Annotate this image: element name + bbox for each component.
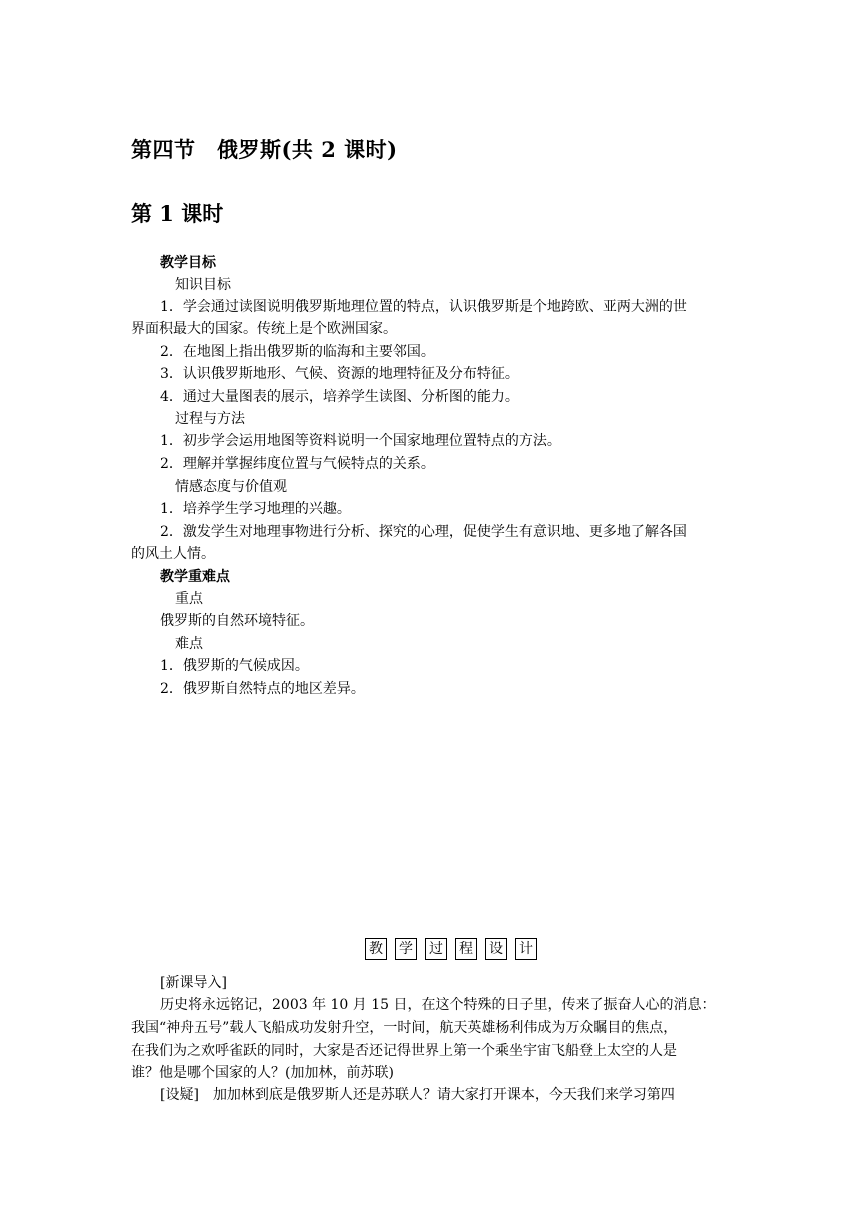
banner-char: 学 <box>395 938 417 960</box>
intro-line-3: 在我们为之欢呼雀跃的同时，大家是否还记得世界上第一个乘坐宇宙飞船登上太空的人是 <box>131 1043 677 1059</box>
knowledge-item-1-line-2: 界面积最大的国家。传统上是个欧洲国家。 <box>131 321 397 337</box>
page-title: 第四节 俄罗斯(共 2 课时) <box>131 137 398 162</box>
keypoints-heading: 教学重难点 <box>160 569 230 585</box>
intro-line-4: 谁？他是哪个国家的人？(加加林，前苏联) <box>131 1065 394 1081</box>
banner-char: 过 <box>425 938 447 960</box>
goals-heading: 教学目标 <box>160 255 216 271</box>
intro-heading: [新课导入] <box>160 975 227 991</box>
banner-char: 程 <box>455 938 477 960</box>
knowledge-item-1-line-1: 1．学会通过读图说明俄罗斯地理位置的特点，认识俄罗斯是个地跨欧、亚两大洲的世 <box>160 299 687 315</box>
difficult-item-2: 2．俄罗斯自然特点的地区差异。 <box>160 681 365 697</box>
knowledge-label: 知识目标 <box>175 277 231 293</box>
intro-line-1: 历史将永远铭记，2003 年 10 月 15 日，在这个特殊的日子里，传来了振奋人心的消息： <box>160 997 716 1013</box>
process-item-2: 2．理解并掌握纬度位置与气候特点的关系。 <box>160 456 435 472</box>
knowledge-item-2: 2．在地图上指出俄罗斯的临海和主要邻国。 <box>160 344 435 360</box>
section-banner <box>365 938 537 960</box>
emotion-item-2-line-1: 2．激发学生对地理事物进行分析、探究的心理，促使学生有意识地、更多地了解各国 <box>160 524 687 540</box>
intro-line-2: 我国“神舟五号”载人飞船成功发射升空，一时间，航天英雄杨利伟成为万众瞩目的焦点， <box>131 1020 678 1036</box>
lesson-subtitle: 第 1 课时 <box>131 201 224 226</box>
banner-char: 教 <box>365 938 387 960</box>
emotion-item-2-line-2: 的风土人情。 <box>131 546 215 562</box>
key-label: 重点 <box>175 591 203 607</box>
emotion-label: 情感态度与价值观 <box>175 479 287 495</box>
process-label: 过程与方法 <box>175 411 245 427</box>
key-text: 俄罗斯的自然环境特征。 <box>160 613 314 629</box>
process-item-1: 1．初步学会运用地图等资料说明一个国家地理位置特点的方法。 <box>160 433 561 449</box>
question-text: 加加林到底是俄罗斯人还是苏联人？请大家打开课本，今天我们来学习第四 <box>212 1087 675 1103</box>
knowledge-item-4: 4．通过大量图表的展示，培养学生读图、分析图的能力。 <box>160 389 519 405</box>
emotion-item-1: 1．培养学生学习地理的兴趣。 <box>160 501 351 517</box>
difficult-item-1: 1．俄罗斯的气候成因。 <box>160 658 309 674</box>
difficult-label: 难点 <box>175 636 203 652</box>
knowledge-item-3: 3．认识俄罗斯地形、气候、资源的地理特征及分布特征。 <box>160 366 519 382</box>
question-paragraph <box>160 1084 675 1106</box>
banner-char: 设 <box>485 938 507 960</box>
question-label: [设疑] <box>160 1087 199 1103</box>
banner-char: 计 <box>515 938 537 960</box>
